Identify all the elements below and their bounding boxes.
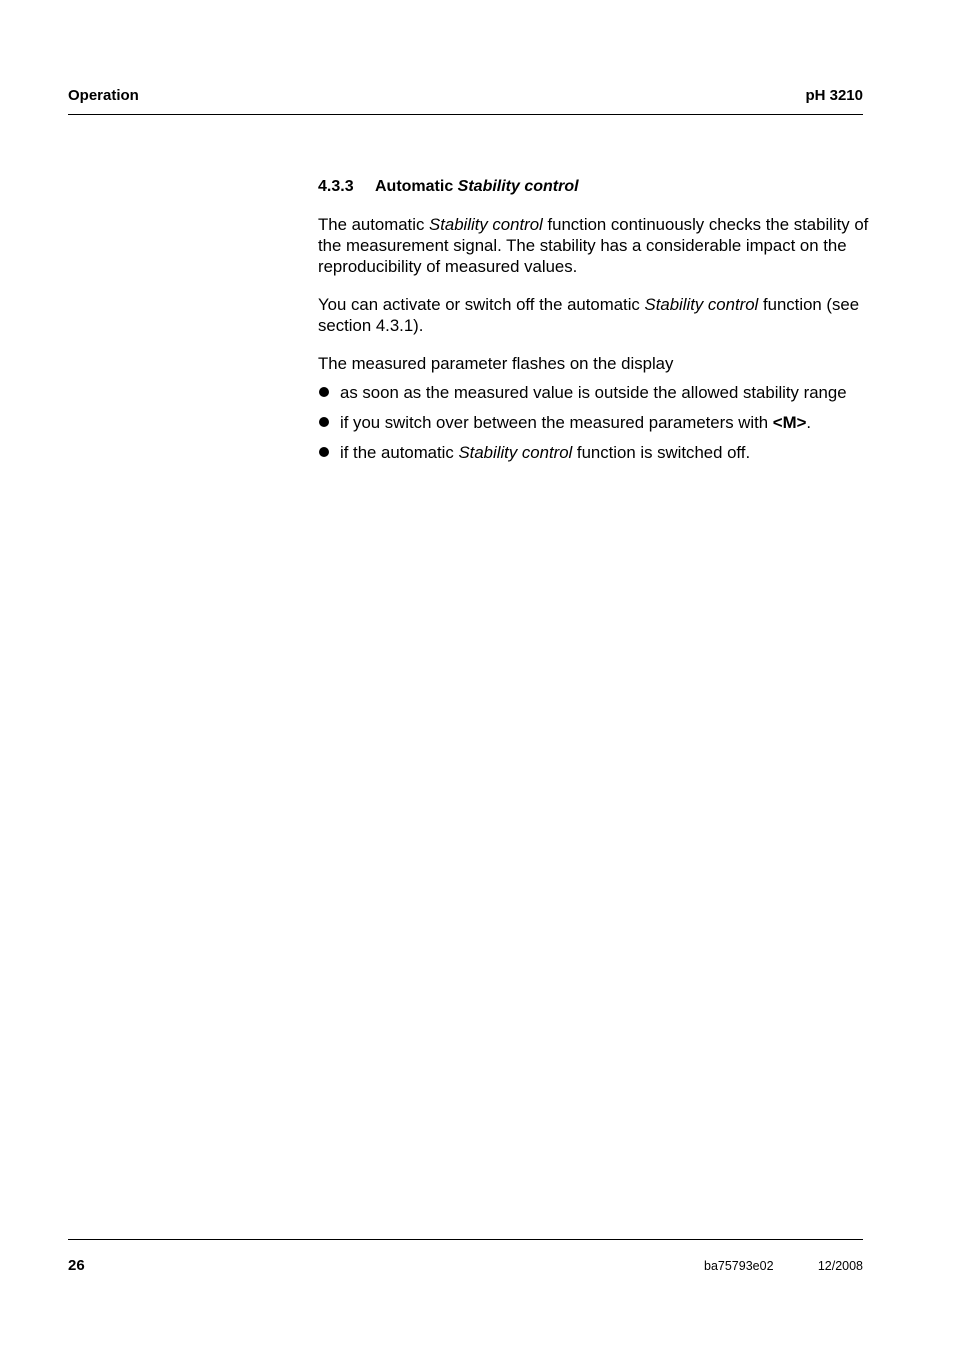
paragraph2-term: Stability control (644, 295, 759, 314)
header-product-name: pH 3210 (805, 87, 863, 104)
list-item (318, 412, 878, 433)
bullet-dot-icon (319, 387, 329, 397)
bullet1-text: as soon as the measured value is outside the allowed stability range (340, 383, 847, 402)
bullet2-key-label: <M> (772, 413, 807, 432)
paragraph1-text-end: function continuously checks the stability of the measurement signal. The stability has a considerable impact on the reproducibility of measured values. (318, 215, 869, 276)
page-number: 26 (68, 1257, 85, 1274)
header-chapter-title: Operation (68, 87, 139, 104)
bullet2-text-end: . (806, 413, 812, 432)
paragraph2-text-start: You can activate or switch off the automatic (318, 295, 645, 314)
bullet-dot-icon (319, 447, 329, 457)
section-heading (318, 176, 878, 197)
bullet-list (318, 382, 878, 463)
page-header (68, 86, 863, 115)
paragraph-stability-description (318, 214, 878, 277)
page-footer (68, 1239, 863, 1274)
document-date: 12/2008 (817, 1259, 863, 1273)
paragraph2-text-end: function (see section 4.3.1). (318, 295, 860, 335)
bullet3-term: Stability control (458, 443, 573, 462)
bullet-dot-icon (319, 417, 329, 427)
document-code: ba75793e02 (704, 1259, 774, 1273)
paragraph1-text-start: The automatic (318, 215, 429, 234)
section-title-plain: Automatic (375, 178, 458, 195)
paragraph-flash-intro: The measured parameter flashes on the display (318, 354, 674, 373)
list-item (318, 442, 878, 463)
bullet3-text-start: if the automatic (340, 443, 459, 462)
list-item (318, 382, 878, 403)
bullet3-text-end: function is switched off. (572, 443, 751, 462)
bullet2-text-start: if you switch over between the measured parameters with (340, 413, 773, 432)
paragraph1-term: Stability control (429, 215, 543, 234)
section-number: 4.3.3 (318, 178, 354, 195)
section-title-italic: Stability control (457, 178, 579, 195)
main-content (318, 176, 878, 472)
paragraph-activate-info (318, 294, 878, 336)
